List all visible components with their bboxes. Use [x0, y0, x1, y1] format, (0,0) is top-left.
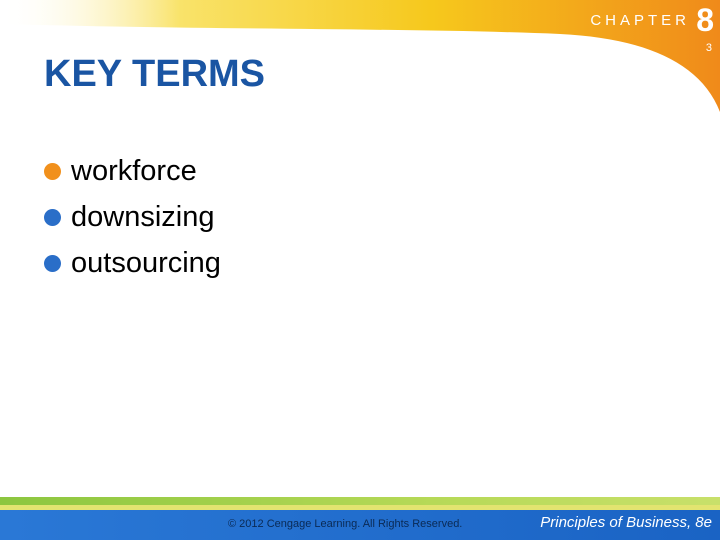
slide-title: KEY TERMS	[44, 53, 266, 95]
term-label: outsourcing	[71, 247, 221, 279]
list-item	[44, 194, 221, 240]
bullet-dot-icon	[44, 163, 61, 180]
chapter-label: CHAPTER	[590, 12, 690, 29]
footer-stripe	[0, 497, 720, 505]
slide-number: 3	[705, 42, 712, 54]
list-item	[44, 240, 221, 286]
list-item	[44, 148, 221, 194]
term-label: downsizing	[71, 201, 215, 233]
chapter-number: 8	[696, 2, 714, 38]
book-title: Principles of Business, 8e	[540, 514, 712, 531]
key-terms-list	[44, 148, 221, 286]
term-label: workforce	[71, 155, 197, 187]
bullet-dot-icon	[44, 255, 61, 272]
copyright-notice: © 2012 Cengage Learning. All Rights Reserved.	[228, 518, 463, 530]
bullet-dot-icon	[44, 209, 61, 226]
